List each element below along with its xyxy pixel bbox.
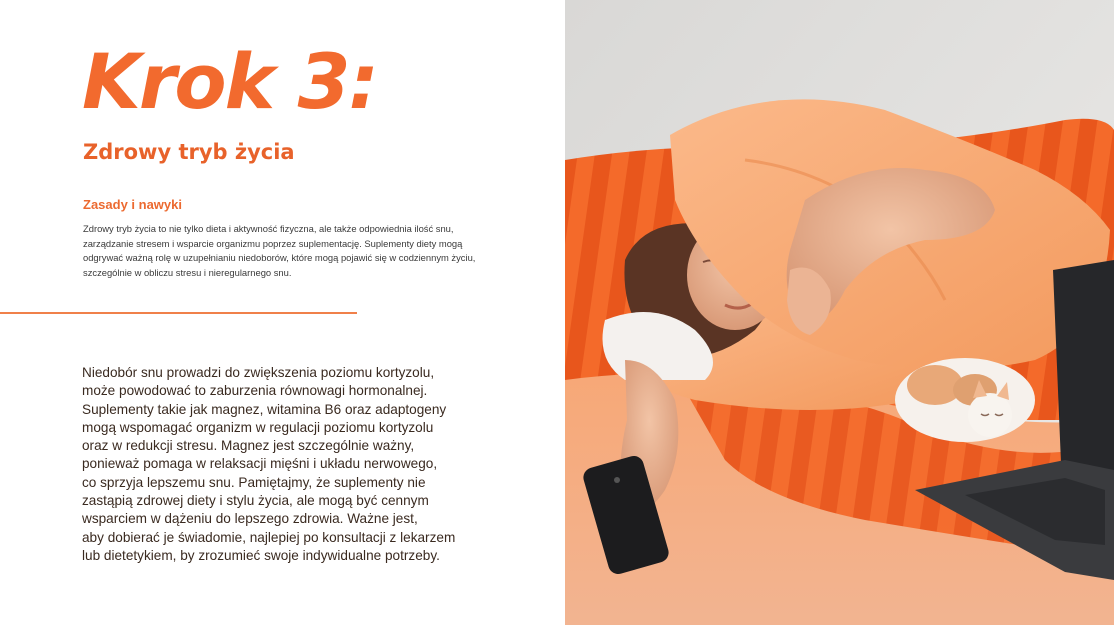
body-line: oraz w redukcji stresu. Magnez jest szczególnie ważny, bbox=[82, 438, 415, 454]
body-line: lub dietetykiem, by zrozumieć swoje indywidualne potrzeby. bbox=[82, 547, 440, 563]
step-title: Krok 3: bbox=[82, 37, 377, 126]
body-line: co sprzyja lepszemu snu. Pamiętajmy, że suplementy nie bbox=[82, 474, 426, 490]
body-line: może powodować to zaburzenia równowagi hormonalnej. bbox=[82, 383, 428, 399]
divider-line bbox=[0, 312, 357, 314]
body-line: zastąpią zdrowej diety i stylu życia, ale mogą być cennym bbox=[82, 493, 429, 509]
body-line: aby dobierać je świadomie, najlepiej po konsultacji z lekarzem bbox=[82, 529, 456, 545]
step-subtitle: Zdrowy tryb życia bbox=[83, 140, 295, 164]
body-paragraph bbox=[82, 364, 482, 565]
body-line: Suplementy takie jak magnez, witamina B6 oraz adaptogeny bbox=[82, 401, 447, 417]
body-line: ponieważ pomaga w relaksacji mięśni i układu nerwowego, bbox=[82, 456, 438, 472]
intro-paragraph: Zdrowy tryb życia to nie tylko dieta i aktywność fizyczna, ale także odpowiednia ilość snu, zarządzanie stresem i wsparcie organizmu poprzez suplementację. Suplementy diety mogą odgrywać ważną rolę w uzupełnianiu niedoborów, które mogą pojawić się w codziennym życiu, szczególnie w obliczu stresu i nieregularnego snu. bbox=[83, 223, 476, 278]
body-line: Niedobór snu prowadzi do zwiększenia poziomu kortyzolu, bbox=[82, 365, 435, 380]
section-heading: Zasady i nawyki bbox=[83, 197, 182, 212]
body-line: wsparciem w dążeniu do lepszego zdrowia. Ważne jest, bbox=[82, 511, 418, 527]
sleeping-woman-photo bbox=[565, 0, 1114, 625]
body-line: mogą wspomagać organizm w regulacji poziomu kortyzolu bbox=[82, 419, 434, 435]
